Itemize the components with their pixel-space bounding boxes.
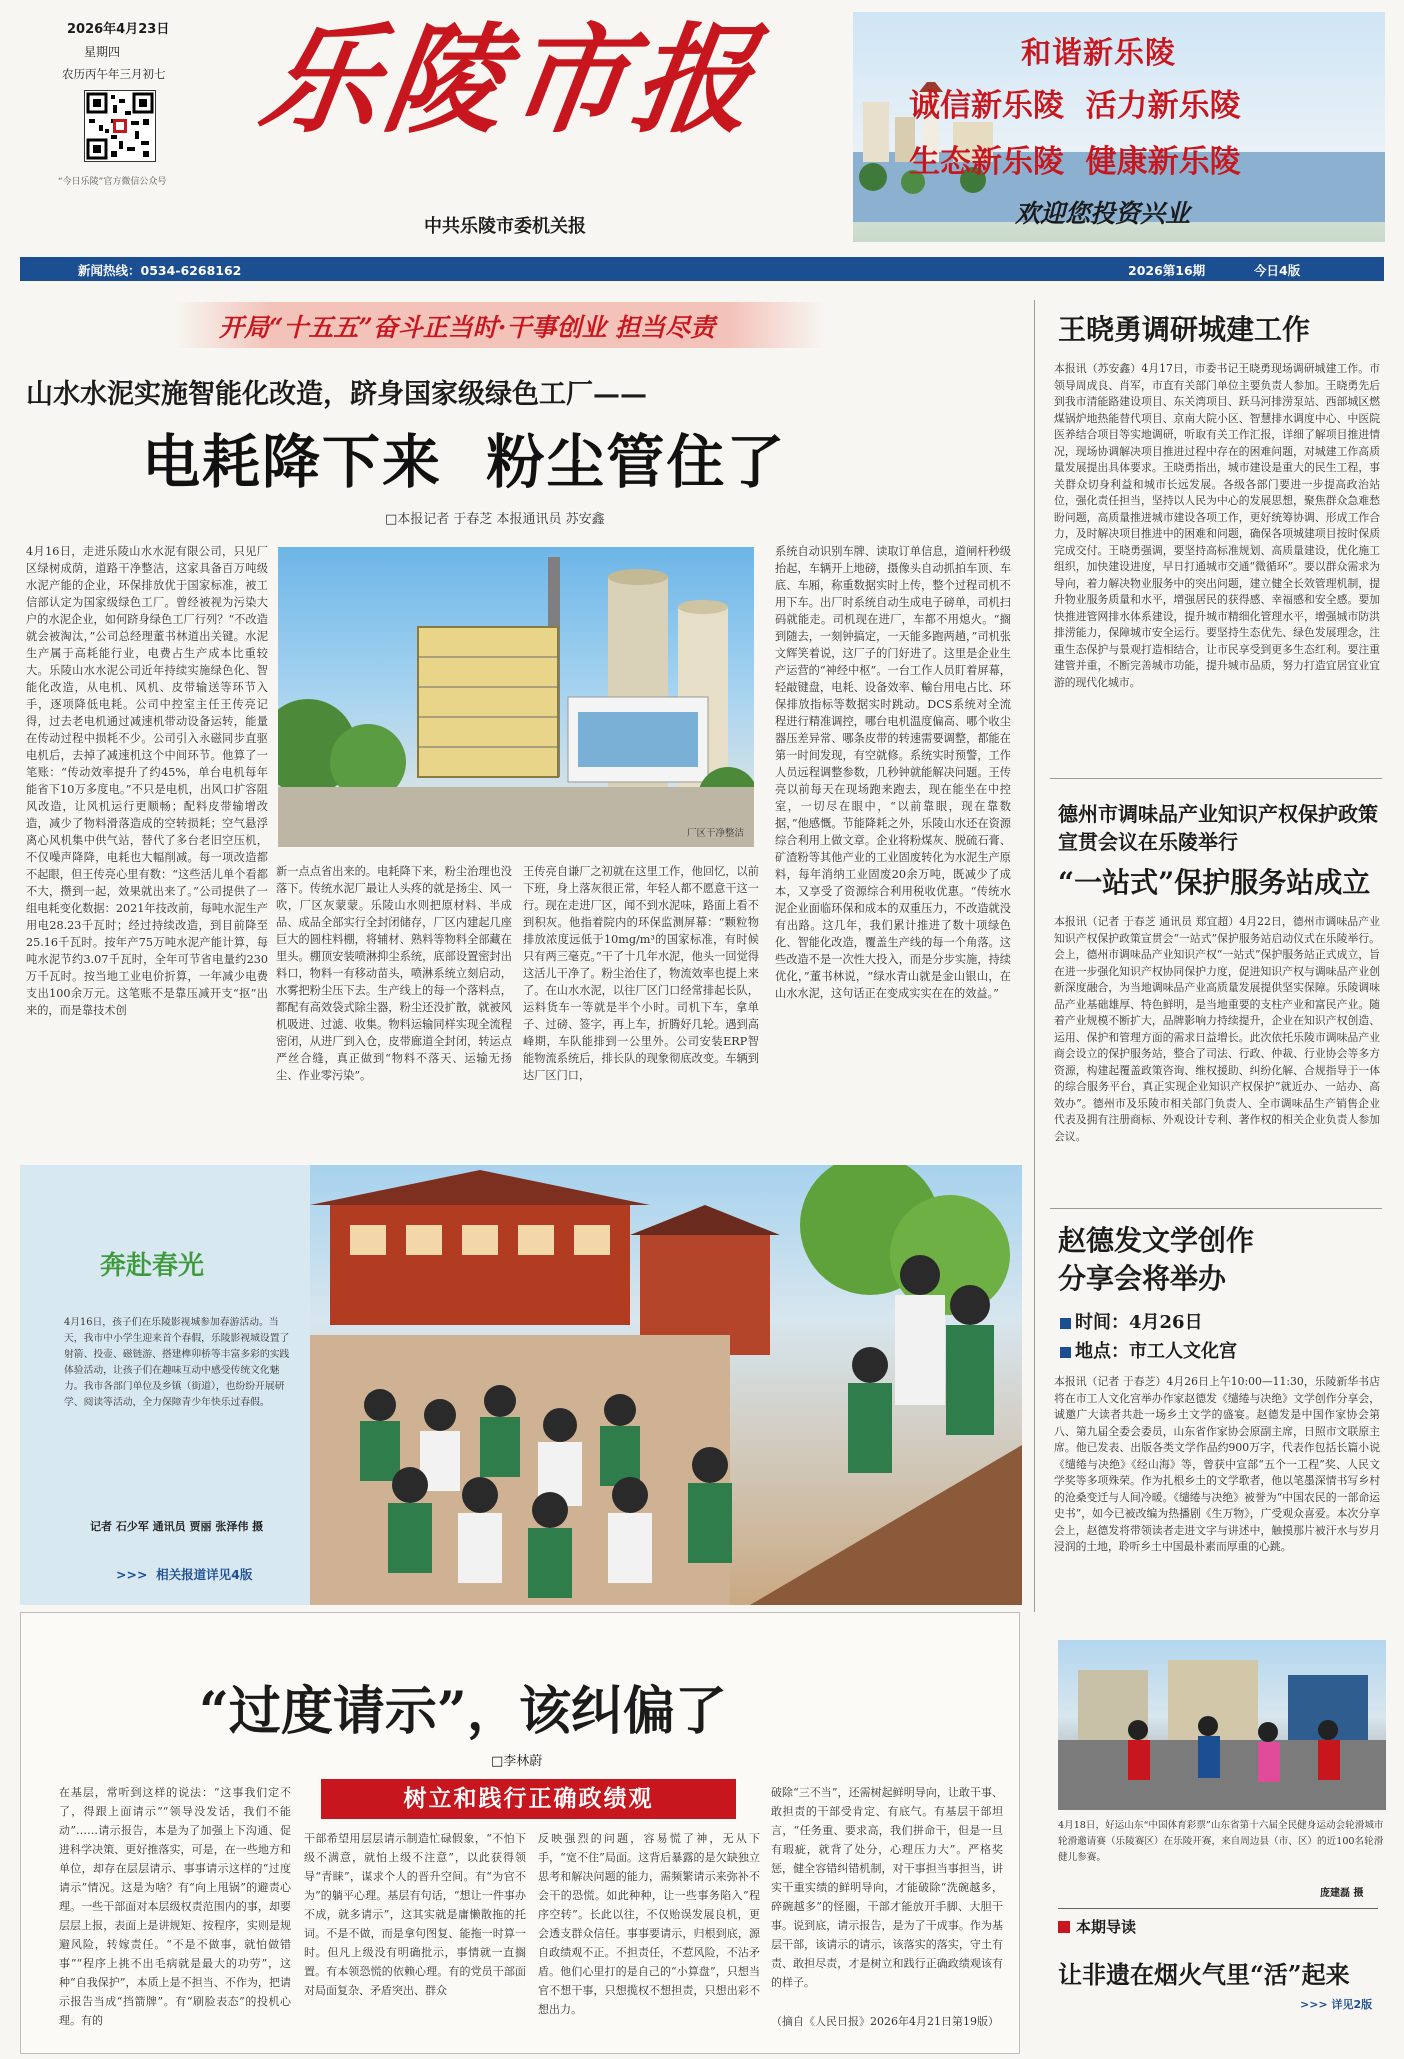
story-headline-wang[interactable]: 王晓勇调研城建工作 — [1058, 313, 1311, 346]
commentary-column-4: 破除“三不当”，还需树起鲜明导向，让敢干事、敢担责的干部受肯定、有底气。有基层干部坦言，“任务重、要求高，我们拼命干，但是一旦有瑕疵，就背了处分，心理压力大”。严格奖惩，健全容错纠错机制，对干事担当事担当，讲实干重实绩的鲜明导向，才能破除“洗碗越多，碎碗越多”的怪圈，干部才能放开手脚、大胆干事。说到底，请示报告，是为了干成事。作为基层干部，该请示的请示，该落实的落实，守土有责、敢担尽责，才是树立和践行正确政绩观该有的样子。 — [771, 1786, 1003, 1989]
issue-number: 2026第16期 — [1128, 263, 1206, 278]
story-divider — [1050, 778, 1382, 779]
ad-line-4: 欢迎您投资兴业 — [1015, 199, 1191, 228]
commentary-source: （摘自《人民日报》2026年4月21日第19版） — [771, 2015, 999, 2028]
lead-banner-text: 开局“十五五”奋斗正当时·干事创业 担当尽责 — [219, 313, 716, 342]
roller-skating-photo — [1058, 1640, 1386, 1810]
lead-byline: □本报记者 于春芝 本报通讯员 苏安鑫 — [385, 512, 605, 527]
commentary-byline: □李林蔚 — [491, 1754, 543, 1769]
roller-photo-credit: 庞建磊 摄 — [1320, 1888, 1364, 1899]
newspaper-subtitle: 中共乐陵市委机关报 — [424, 216, 586, 237]
story-body-ip: 本报讯（记者 于春芝 通讯员 郑宜超）4月22日，德州市调味品产业知识产权保护政策宣贯会“一站式”保护服务站启动仪式在乐陵举行。会上，德州市调味品产业知识产权“一站式”保护服务站正式成立，旨在进一步强化知识产权协同保护力度，促进知识产权与调味品产业创新深度融合，为当地调味品产业高质量发展提供坚实保障。乐陵调味品产业基础雄厚、特色鲜明，是当地重要的支柱产业和富民产业。随着产业规模不断扩大，品牌影响力持续提升，企业在知识产权创造、运用、保护和管理方面的需求日益增长。此次依托乐陵市调味品产业商会设立的保护服务站，整合了司法、行政、仲裁、行业协会等多方资源，构建起覆盖政策咨询、维权援助、纠纷化解、合规指导于一体的综合服务平台，真正实现企业知识产权保护“就近办、一站办、高效办”。德州市及乐陵市相关部门负责人、全市调味品生产销售企业代表及拥有注册商标、外观设计专利、著作权的相关企业负责人参加会议。 — [1054, 915, 1380, 1143]
commentary-headline[interactable]: “过度请示”，该纠偏了 — [199, 1681, 727, 1742]
guide-tag — [1058, 1916, 1136, 1937]
newspaper-title-logo — [252, 10, 822, 158]
page-count: 今日4版 — [1254, 263, 1301, 278]
event-time-text: 时间：4月26日 — [1075, 1312, 1203, 1333]
spring-feature-box — [20, 1165, 1022, 1605]
spring-title: 奔赴春光 — [100, 1251, 205, 1281]
guide-divider — [1058, 1908, 1378, 1909]
bullet-square-icon — [1060, 1318, 1071, 1329]
commentary-column-2: 干部希望用层层请示制造忙碌假象，“不怕下级不满意，就怕上级不注意”，以此获得领导“青睐”，谋求个人的晋升空间。有“为官不为”的躺平心理。基层有句话，“想让一件事办不成，就多请示”，这其实就是庸懒散拖的托词。不是不做，而是拿句图复、能拖一时算一时。但凡上级没有明确批示，事情就一直搁置。有本领恐慌的依赖心理。有的党员干部面对局面复杂、矛盾突出、群众 — [304, 1832, 526, 1997]
spring-more-link[interactable]: >>> 相关报道详见4版 — [116, 1567, 253, 1582]
commentary-subhead: 树立和践行正确政绩观 — [403, 1785, 654, 1812]
lead-banner — [175, 302, 825, 348]
story-body-zhao: 本报讯（记者 于春芝）4月26日上午10:00—11:30，乐陵新华书店将在市工人文化宫举办作家赵德发《缱绻与决绝》文学创作分享会，诚邀广大读者共赴一场乡土文学的盛宴。赵德发是中国作家协会第八、第九届全委会委员，山东省作家协会原副主席，日照市文联原主席。他已发表、出版各类文学作品约900万字，代表作包括长篇小说《缱绻与决绝》《经山海》等，曾获中宣部“五个一工程”奖、人民文学奖等多项殊荣。作为扎根乡土的文学歌者，他以笔墨深情书写乡村的沧桑变迁与人间冷暖。《缱绻与决绝》被誉为“中国农民的一部命运史书”，如今已被改编为热播剧《生万物》，广受观众喜爱。本次分享会上，赵德发将带领读者走进文字与讲述中，触摸那片被汗水与岁月浸润的土地，聆听乡土中国最朴素而厚重的心跳。 — [1054, 1375, 1380, 1553]
event-place — [1060, 1337, 1237, 1363]
story-headline-ip[interactable]: “一站式”保护服务站成立 — [1058, 866, 1371, 899]
guide-tag-text: 本期导读 — [1076, 1918, 1137, 1936]
roller-photo-caption: 4月18日，好运山东“中国体育彩票”山东省第十六届全民健身运动会轮滑城市轮滑邀请赛（乐陵赛区）在乐陵开赛，来自周边县（市、区）的近100名轮滑健儿参赛。 — [1058, 1820, 1384, 1863]
ad-line-1: 和谐新乐陵 — [1021, 36, 1176, 71]
issue-date: 2026年4月23日 — [67, 22, 170, 37]
lead-column-3: 王传亮自谦厂之初就在这里工作，他回忆，以前下班，身上落灰很正常，年轻人都不愿意干这一行。现在走进厂区，闻不到水泥味，路面上看不到积灰。他指着院内的环保监测屏幕：“颗粒物排放浓度远低于10mg/m³的国家标准，有时候只有两三毫克。”干了十几年水泥，他头一回觉得这活儿干净了。粉尘治住了，物流效率也提上来了。在山水水泥，以往厂区门口经常排起长队，运料货车一等就是半个小时。司机下车，拿单子、过磅、签字，再上车，折腾好几轮。遇到高峰期，车队能排到一公里外。公司安装ERP智能物流系统后，排长队的现象彻底改变。车辆到达厂区门口， — [523, 865, 759, 1082]
qr-code-icon[interactable] — [84, 90, 156, 162]
spring-children-photo — [310, 1165, 1022, 1605]
lead-column-1: 4月16日，走进乐陵山水水泥有限公司，只见厂区绿树成荫，道路干净整洁，这家具备百万吨级水泥产能的企业，环保排放优于国家标准，被工信部认定为国家级绿色工厂。曾经被视为污染大户的水泥企业，如何跻身绿色工厂行列？“不改造就会被淘汰，”公司总经理董书林道出关键。水泥生产属于高耗能行业，电费占生产成本比重较大。乐陵山水水泥公司近年持续实施绿色化、智能化改造，从电机、风机、皮带输送等环节入手，逐项降低电耗。公司中控室主任王传亮记得，过去老电机通过减速机带动设备运转，能量在传动过程中损耗不少。公司引入永磁同步直驱电机后，去掉了减速机这个中间环节。他算了一笔账：“传动效率提升了约45%，单台电机每年能省下10万多度电。”不只是电机，出风口扩容阻风改造，让风机运行更顺畅；配料皮带输增改造，减少了物料滑落造成的空转损耗；空气悬浮离心风机集中供气站，替代了多台老旧空压机，不仅噪声降降，电耗也大幅削减。每一项改造都不起眼，但王传亮心里有数：“这些活儿单个看都不大，攒到一起，效果就出来了。”公司提供了一组电耗变化数据：2021年技改前，每吨水泥生产用电28.23千瓦时；经过持续改造，到目前降至25.16千瓦时。按年产75万吨水泥产能计算，每吨水泥节约3.07千瓦时，全年可节省电量约230万千瓦时。按当地工业电价折算，一年减少电费支出100余万元。这笔账不是靠压减开支“抠”出来的，而是靠技术创 — [26, 545, 268, 1017]
bullet-square-icon — [1060, 1347, 1071, 1358]
lead-kicker[interactable]: 山水水泥实施智能化改造，跻身国家级绿色工厂—— — [26, 379, 647, 410]
commentary-column-3: 反映强烈的问题，容易慌了神，无从下手，“宽不住”局面。这背后暴露的是欠缺独立思考和解决问题的能力，需频繁请示来弥补不会干的恐慌。如此种种，让一些事务陷入“程序空转”。长此以往，不仅贻误发展良机，更会透支群众信任。事事要请示，归根到底，源自政绩观不正。不担责任，不惹风险，不沾矛盾。他们心里打的是自己的“小算盘”，只想当官不想干事，只想揽权不想担责，只想出彩不想出力。 — [538, 1832, 760, 2016]
commentary-subhead-bar — [321, 1779, 736, 1819]
lead-column-4: 系统自动识别车牌、读取订单信息，道闸杆秒级抬起，车辆开上地磅，摄像头自动抓拍车顶、车底、车厢，称重数据实时上传，整个过程司机不用下车。出厂时系统自动生成电子磅单，司机扫码就能走。司机现在进厂，车都不用熄火。“搁到随去，一刻钟搞定，一天能多跑两趟，”司机张文辉笑着说，这厂子的门好进了。这里是企业生产运营的“神经中枢”。一台工作人员盯着屏幕，轻敲键盘，电耗、设备效率、輸台用电占比、环保排放指标等数据实时跳动。DCS系统对全流程进行精准调控，哪台电机温度偏高、哪个收尘器压差异常、哪条皮带的转速需要调整，都能在第一时间发现，有空就修。系统实时预警，工作人员远程调整参数，几秒钟就能解决问题。王传亮以前每天在现场跑来跑去，现在能坐在中控室，一切尽在眼中，“以前靠眼，现在靠数据，”他感慨。节能降耗之外，乐陵山水还在资源综合利用上做文章。企业将粉煤灰、脱硫石膏、矿渣粉等其他产业的工业固废转化为水泥生产原料，每年消纳工业固废20余万吨，既减少了成本，又享受了资源综合利用税收优惠。“传统水泥企业面临环保和成本的双重压力，不改造就没有出路。这几年，我们累计推进了数十项绿色化、智能化改造，覆盖生产线的每一个角落。这些改造不是一次性大投入，而是分步实施，持续优化，”董书林说，“绿水青山就是金山银山，在山水水泥，这句话正在变成实实在在的效益。” — [775, 545, 1011, 1000]
guide-more-link[interactable]: >>> 详见2版 — [1300, 1998, 1373, 2011]
spring-caption: 4月16日，孩子们在乐陵影视城参加春游活动。当天，我市中小学生迎来首个春假，乐陵影视城设置了射箭、投壶、磁链游、搭建榫卯桥等丰富多彩的实践体验活动，让孩子们在趣味互动中感受传统文化魅力。我市各部门单位及乡镇（街道），也纷纷开展研学、阅读等活动，全力保障青少年快乐过春假。 — [64, 1317, 290, 1408]
news-hotline: 新闻热线：0534-6268162 — [78, 263, 242, 278]
commentary-box — [20, 1612, 1020, 2054]
masthead-info-bar — [20, 257, 1384, 281]
ad-line-3: 生态新乐陵 健康新乐陵 — [909, 144, 1241, 180]
newspaper-title: 乐陵市报 — [252, 10, 768, 149]
ad-line-2: 诚信新乐陵 活力新乐陵 — [909, 88, 1241, 124]
event-place-text: 地点：市工人文化宫 — [1075, 1341, 1237, 1362]
story-kicker-ip: 德州市调味品产业知识产权保护政策宣贯会议在乐陵举行 — [1058, 802, 1378, 854]
column-divider — [1034, 300, 1035, 1612]
city-ad-banner[interactable] — [853, 12, 1385, 242]
lead-headline[interactable]: 电耗降下来 粉尘管住了 — [142, 428, 787, 496]
tag-square-icon — [1058, 1921, 1070, 1933]
issue-lunar-date: 农历丙午年三月初七 — [62, 67, 166, 81]
issue-weekday: 星期四 — [84, 45, 121, 59]
guide-headline[interactable]: 让非遗在烟火气里“活”起来 — [1058, 1960, 1350, 1989]
lead-photo-caption: 厂区干净整洁 — [686, 828, 744, 839]
lead-column-2: 新一点点省出来的。电耗降下来，粉尘治理也没落下。传统水泥厂最让人头疼的就是扬尘、风一吹，厂区灰蒙蒙。乐陵山水则把原材料、半成品、成品全部实行全封闭储存，厂区内建起几座巨大的圆柱料棚，将辅材、熟料等物料全部藏在里头。棚顶安装喷淋抑尘系统，底部设置密封出料口，物料一有移动苗头，喷淋系统立刻启动，水雾把粉尘压下去。生产线上的每一个落料点，都配有高效袋式除尘器，粉尘还没扩散，就被风机吸进、过滤、收集。物料运输同样实现全流程密闭，从进厂到入仓，皮带廊道全封闭，转运点严丝合缝，真正做到“物料不落天、运输无扬尘、作业零污染”。 — [276, 865, 512, 1082]
spring-credit: 记者 石少军 通讯员 贾丽 张泽伟 摄 — [90, 1520, 264, 1533]
commentary-column-1: 在基层，常听到这样的说法：“这事我们定不了，得跟上面请示”“领导没发话，我们不能动”……请示报告，本是为了加强上下沟通、促进科学决策、更好推落实，可是，在一些地方和单位，却存在层层请示、事事请示这样的“过度请示”情况。这是为啥？有“向上甩锅”的避责心理。一些干部面对本层级权责范围内的事，却要层层上报，表面上是讲规矩、按程序，实则是规避风险，转嫁责任。“不是不做事，就怕做错事”“程序上挑不出毛病就是最大的功劳”，这种“自我保护”，本质上是不担当、不作为，把请示报告当成“挡箭牌”。有“刷脸表态”的投机心理。有的 — [59, 1786, 291, 2027]
cement-factory-photo — [278, 547, 754, 847]
story-divider — [1050, 1208, 1382, 1209]
story-headline-zhao[interactable]: 赵德发文学创作 分享会将举办 — [1058, 1224, 1255, 1295]
qr-caption: “今日乐陵”官方微信公众号 — [58, 177, 167, 187]
story-body-wang: 本报讯（苏安鑫）4月17日，市委书记王晓勇现场调研城建工作。市领导周成良、肖军，市直有关部门单位主要负责人参加。王晓勇先后到我市清能路建设项目、东关湾项目、跃马河排涝泵站、西部城区燃煤锅炉地热能替代项目、京南大院小区、智慧排水调度中心、中医院医养结合项目等实地调研，听取有关工作汇报，详细了解项目推进情况，现场协调解决项目推进过程中存在的困难问题，对城建工作高质量发展提出具体要求。王晓勇指出，城市建设是重大的民生工程，事关群众切身利益和城市长远发展。各级各部门要进一步提高政治站位，强化责任担当，坚持以人民为中心的发展思想，聚焦群众急难愁盼问题，高质量推进城市建设各项工作，更好统筹协调、形成工作合力，及时解决项目推进中的困难和问题，确保各项城建项目按时保质完成交付。王晓勇强调，要坚持高标准规划、高质量建设，优化施工组织，加快建设进度，早日打通城市交通“微循环”。要以群众需求为导向，着力解决物业服务中的突出问题，建立健全长效管理机制，提升物业服务质量和水平，增强居民的获得感、幸福感和安全感。要加快推进管网排水体系建设，提升城市精细化管理水平，增强城市防洪排涝能力，保障城市安全运行。要坚持生态优先、绿色发展理念，注重生态保护与景观打造相结合，让市民享受到更多生态红利。要注重建管并重，不断完善城市功能，提升城市品质，努力打造宜居宜业宜游的现代化城市。 — [1054, 362, 1380, 689]
event-time — [1060, 1308, 1203, 1334]
